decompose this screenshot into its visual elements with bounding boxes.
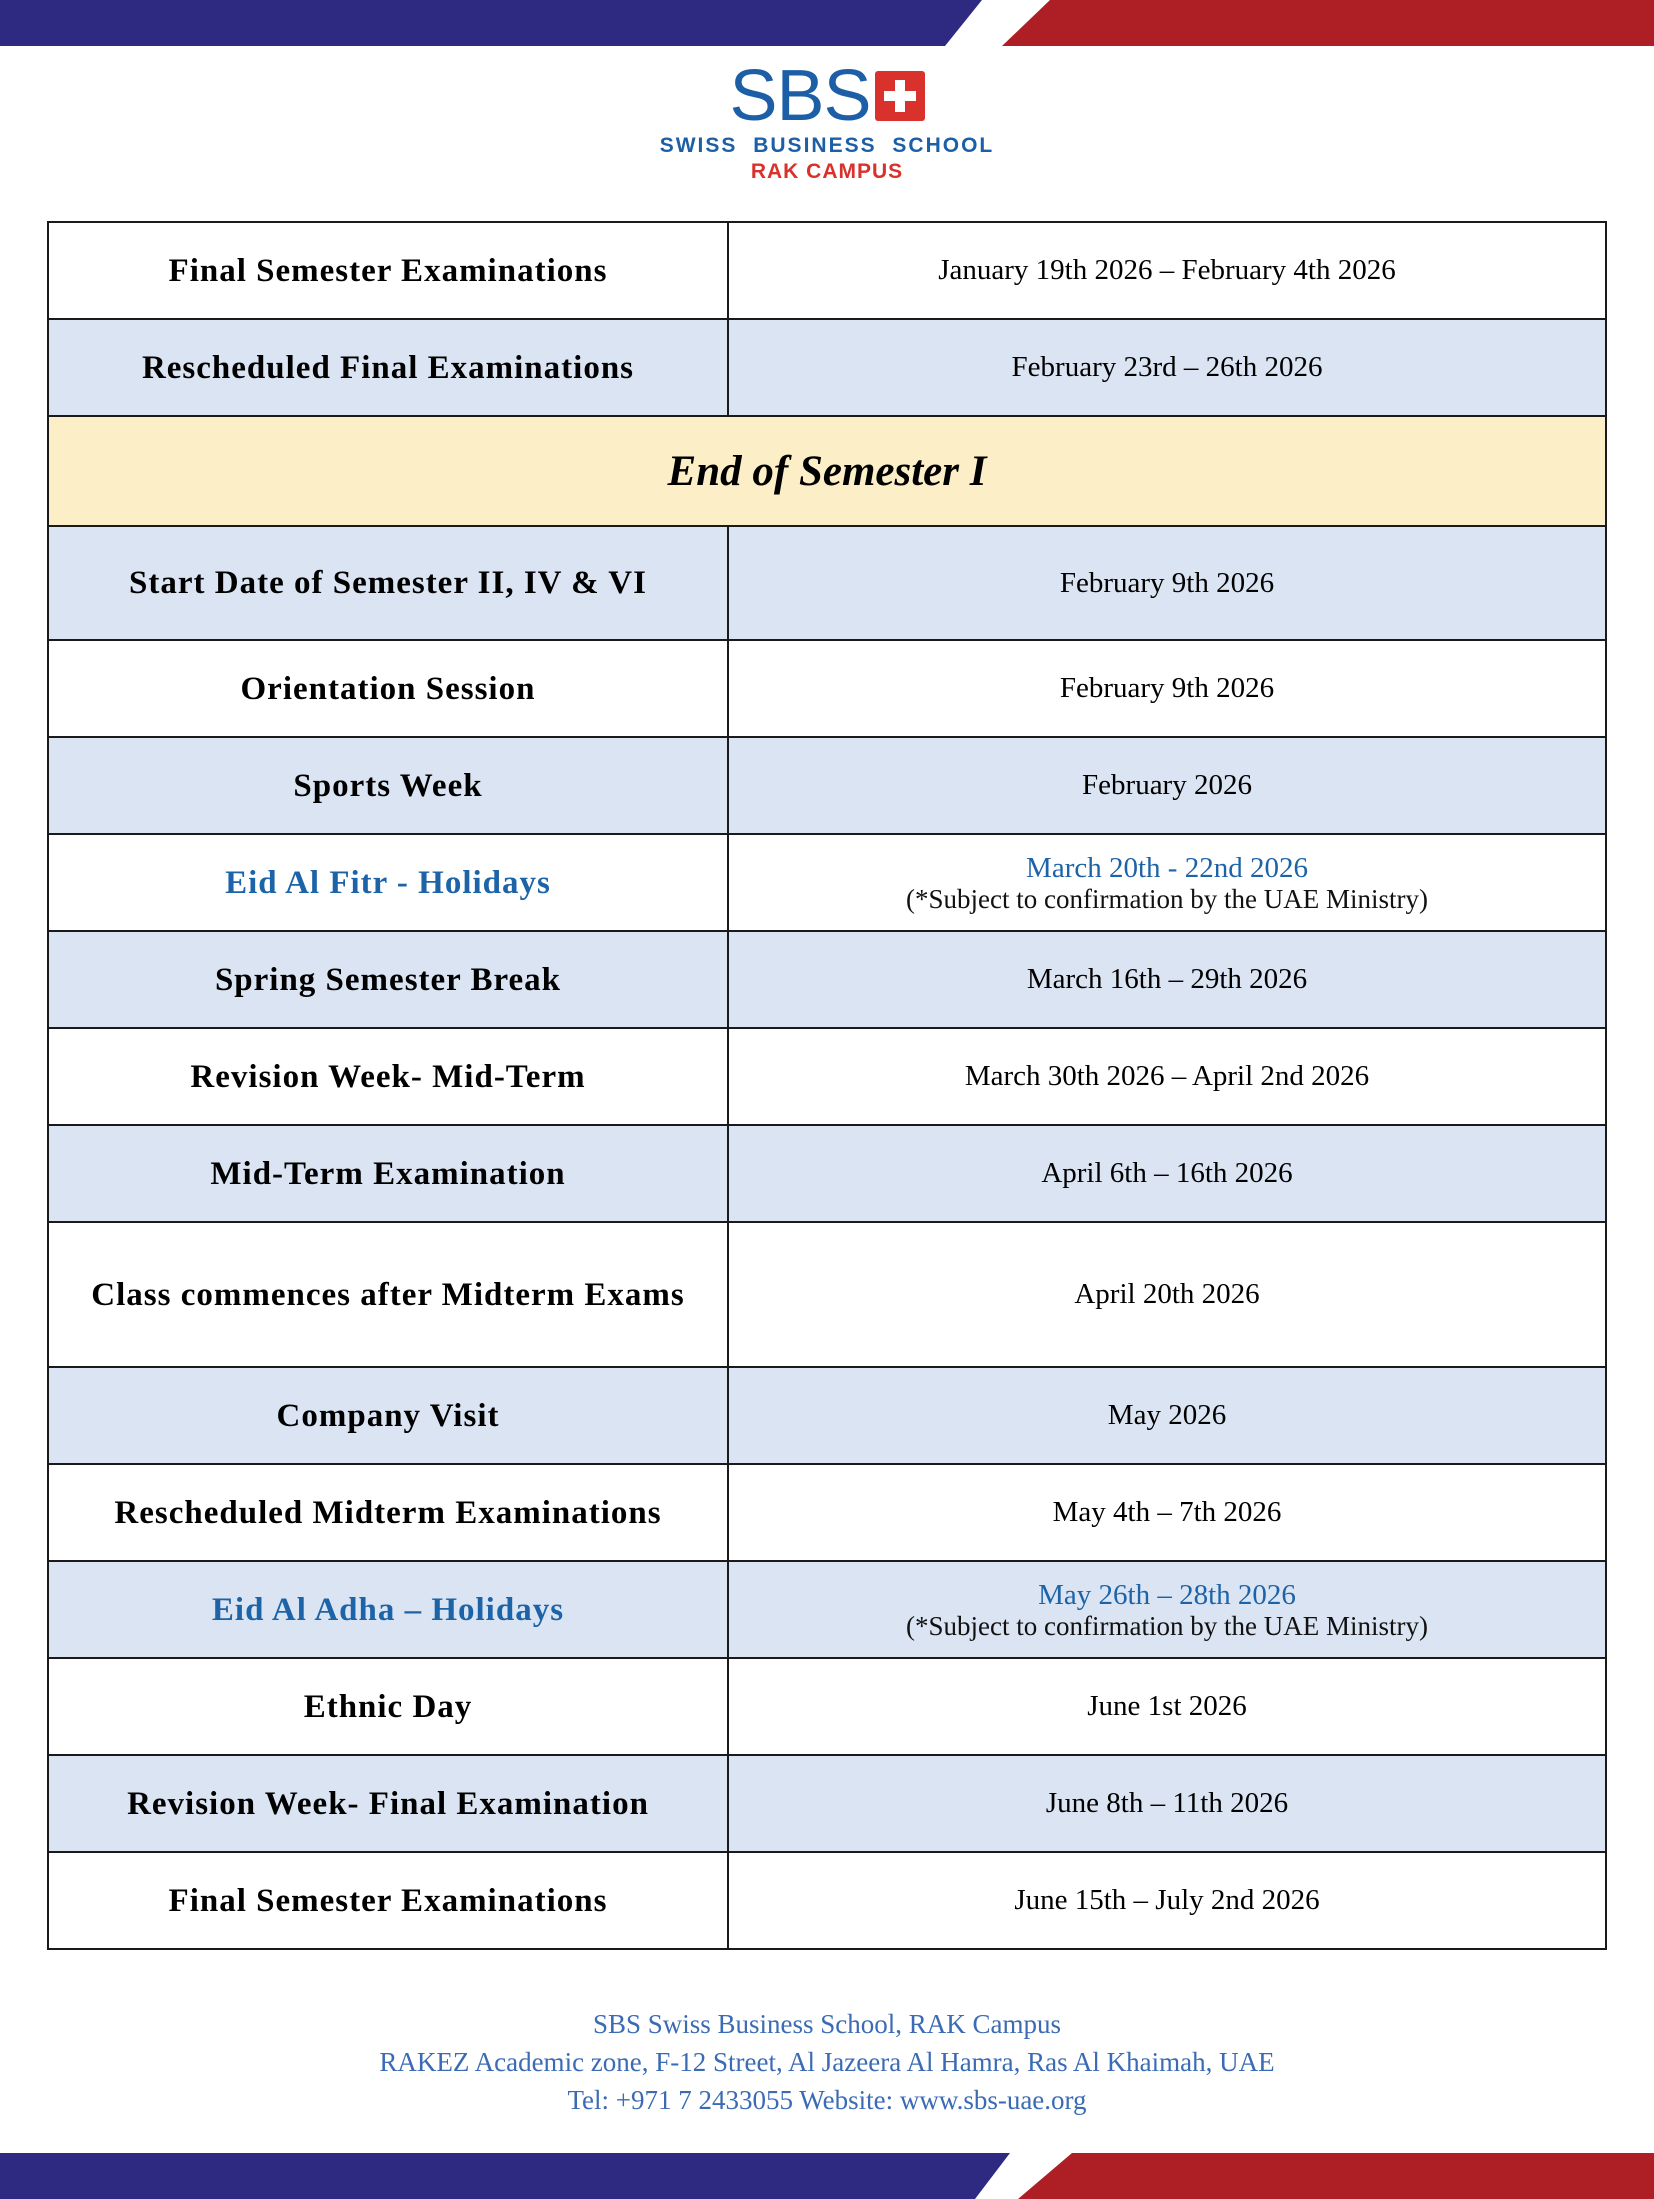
- event-date: June 1st 2026: [728, 1658, 1606, 1755]
- event-date: March 30th 2026 – April 2nd 2026: [728, 1028, 1606, 1125]
- footer-school-name: SBS Swiss Business School, RAK Campus: [592, 2009, 1062, 2039]
- event-label: Eid Al Fitr - Holidays: [48, 834, 728, 931]
- event-date: February 9th 2026: [728, 526, 1606, 640]
- event-label: Spring Semester Break: [48, 931, 728, 1028]
- top-color-band: [0, 0, 1654, 46]
- event-label: Class commences after Midterm Exams: [48, 1222, 728, 1367]
- event-note: (*Subject to confirmation by the UAE Ministry): [906, 883, 1428, 914]
- event-date: January 19th 2026 – February 4th 2026: [728, 222, 1606, 319]
- event-label: Company Visit: [48, 1367, 728, 1464]
- event-date: May 2026: [728, 1367, 1606, 1464]
- section-heading: End of Semester I: [48, 416, 1606, 526]
- calendar-row: [48, 1464, 1606, 1561]
- logo-campus-name: RAK CAMPUS: [750, 160, 904, 183]
- event-label: Mid-Term Examination: [48, 1125, 728, 1222]
- calendar-row: [48, 222, 1606, 319]
- calendar-row: [48, 931, 1606, 1028]
- calendar-row: [48, 319, 1606, 416]
- event-date: May 4th – 7th 2026: [728, 1464, 1606, 1561]
- event-note: (*Subject to confirmation by the UAE Ministry): [906, 1610, 1428, 1641]
- event-label: Sports Week: [48, 737, 728, 834]
- event-label: Rescheduled Final Examinations: [48, 319, 728, 416]
- calendar-row: [48, 834, 1606, 931]
- event-date: April 6th – 16th 2026: [728, 1125, 1606, 1222]
- event-date: March 16th – 29th 2026: [728, 931, 1606, 1028]
- section-row: [48, 416, 1606, 526]
- academic-calendar-table: [47, 221, 1607, 1950]
- calendar-row: [48, 1125, 1606, 1222]
- event-label: Start Date of Semester II, IV & VI: [48, 526, 728, 640]
- calendar-row: [48, 1852, 1606, 1949]
- event-label: Orientation Session: [48, 640, 728, 737]
- event-date-cell: [728, 834, 1606, 931]
- event-label: Revision Week- Final Examination: [48, 1755, 728, 1852]
- calendar-row: [48, 640, 1606, 737]
- event-label: Revision Week- Mid-Term: [48, 1028, 728, 1125]
- school-logo: [0, 56, 1654, 184]
- event-date: February 2026: [728, 737, 1606, 834]
- calendar-row: [48, 1755, 1606, 1852]
- event-label: Eid Al Adha – Holidays: [48, 1561, 728, 1658]
- footer-contact-line: Tel: +971 7 2433055 Website: www.sbs-uae.org: [567, 2085, 1087, 2115]
- event-date: June 8th – 11th 2026: [728, 1755, 1606, 1852]
- logo-school-name: SWISS BUSINESS SCHOOL: [659, 134, 995, 157]
- calendar-row: [48, 526, 1606, 640]
- event-label: Final Semester Examinations: [48, 222, 728, 319]
- event-date: April 20th 2026: [728, 1222, 1606, 1367]
- footer-contact: [0, 2005, 1654, 2119]
- calendar-row: [48, 1367, 1606, 1464]
- calendar-row: [48, 1561, 1606, 1658]
- event-date: May 26th – 28th 2026: [1038, 1578, 1296, 1611]
- event-label: Final Semester Examinations: [48, 1852, 728, 1949]
- event-date: March 20th - 22nd 2026: [1026, 851, 1308, 884]
- swiss-cross-icon: [875, 71, 925, 121]
- calendar-row: [48, 1658, 1606, 1755]
- calendar-row: [48, 1222, 1606, 1367]
- calendar-row: [48, 1028, 1606, 1125]
- event-label: Ethnic Day: [48, 1658, 728, 1755]
- bottom-color-band: [0, 2153, 1654, 2199]
- event-label: Rescheduled Midterm Examinations: [48, 1464, 728, 1561]
- event-date: February 9th 2026: [728, 640, 1606, 737]
- calendar-row: [48, 737, 1606, 834]
- logo-wordmark: SBS: [729, 56, 871, 136]
- event-date: February 23rd – 26th 2026: [728, 319, 1606, 416]
- event-date-cell: [728, 1561, 1606, 1658]
- footer-address: RAKEZ Academic zone, F-12 Street, Al Jazeera Al Hamra, Ras Al Khaimah, UAE: [379, 2047, 1275, 2077]
- event-date: June 15th – July 2nd 2026: [728, 1852, 1606, 1949]
